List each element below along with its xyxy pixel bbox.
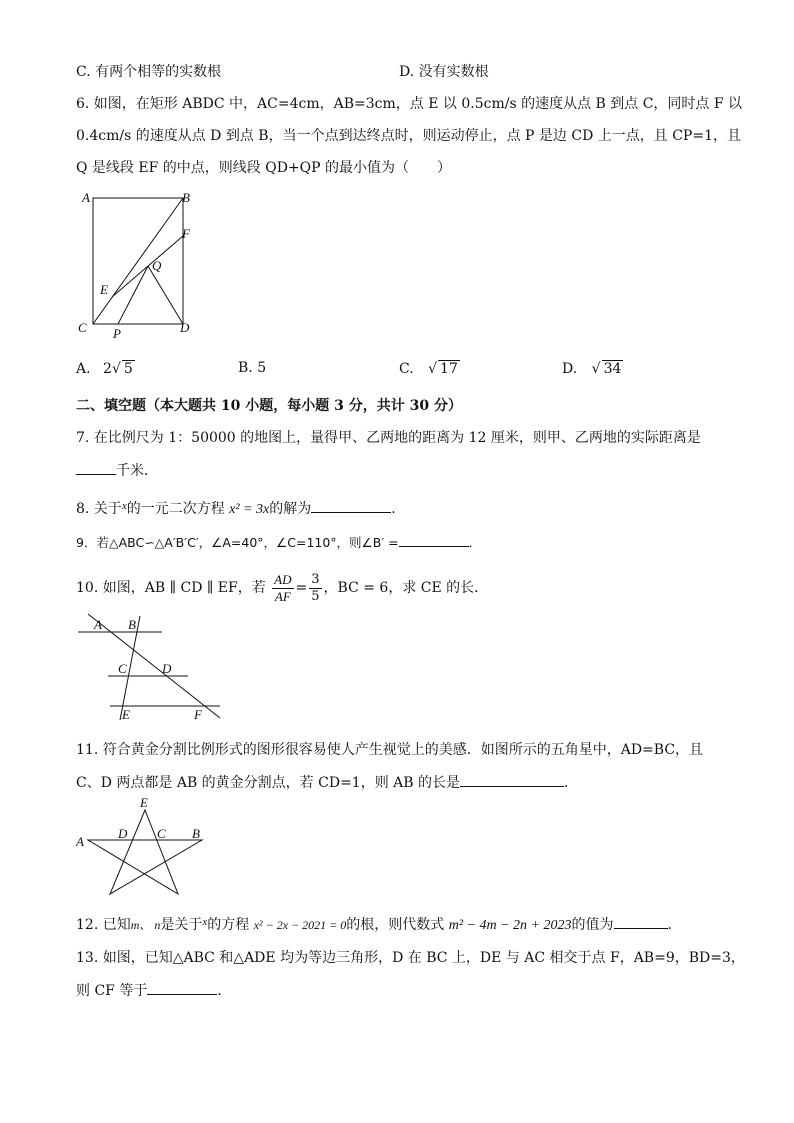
label-q: Q (152, 258, 162, 273)
q12-var: x (202, 916, 208, 928)
transversal-adf (88, 614, 220, 718)
q11-line-1: 11. 符合黄金分割比例形式的图形很容易使人产生视觉上的美感．如图所示的五角星中，AD=BC，且 (76, 742, 704, 758)
q8-line (76, 496, 405, 520)
q10-fraction-3-5 (309, 572, 321, 605)
pentagram (88, 810, 202, 894)
q12-mid2: 的方程 (207, 917, 250, 933)
q10-frac2-den: 5 (311, 588, 320, 604)
q9-end: ． (468, 535, 482, 550)
q6-figure-rectangle (70, 186, 210, 346)
q10-equals: = (295, 580, 308, 596)
q12-suffix: 的值为 (571, 917, 614, 933)
q10-frac-den: AF (274, 588, 291, 604)
label-e: E (100, 282, 108, 297)
q12-vars: m、 n (130, 918, 161, 932)
q10-frac-num: AD (274, 571, 292, 587)
q13-end: ． (217, 983, 232, 999)
q13-line-1: 13. 如图，已知△ABC 和△ADE 均为等边三角形，D 在 BC 上，DE 与 AC 相交于点 F，AB=9，BD=3， (76, 950, 745, 966)
q8-var: x (121, 500, 127, 512)
q10-prefix: 10. 如图，AB ∥ CD ∥ EF，若 (76, 580, 266, 596)
q12-mid: 是关于 (160, 917, 203, 933)
segment-qd (148, 266, 183, 324)
q6-line-1: 6. 如图，在矩形 ABDC 中，AC=4cm，AB=3cm，点 E 以 0.5cm/s 的速度从点 B 到点 C，同时点 F 以 (76, 96, 743, 112)
label-a: A (94, 617, 102, 632)
q6-option-a: A. 2√ 5 (76, 361, 133, 377)
q8-prefix: 8. 关于 (76, 501, 122, 517)
label-a: A (82, 190, 90, 205)
q7-line-2 (76, 460, 158, 481)
section-2-title: 二、填空题（本大题共 10 小题，每小题 3 分，共计 30 分） (76, 398, 462, 414)
label-d: D (118, 826, 128, 841)
q6-option-b: B. 5 (238, 360, 267, 376)
label-c: C (118, 661, 127, 676)
q11-figure-star (70, 792, 220, 902)
q9-answer-blank[interactable] (399, 532, 469, 547)
q6-option-d-radicand: 34 (603, 361, 622, 377)
q7-suffix: 千米． (116, 463, 158, 479)
q6-line-2: 0.4cm/s 的速度从点 D 到点 B，当一个点到达终点时，则运动停止，点 P 是边 CD 上一点，且 CP=1，且 (76, 128, 741, 144)
label-b: B (182, 190, 190, 205)
q10-line (76, 568, 488, 608)
q12-line (76, 912, 682, 936)
q6-option-c-label: C. (399, 361, 414, 377)
label-f: F (182, 226, 190, 241)
segment-qp (118, 266, 148, 324)
label-d: D (180, 320, 190, 335)
q13-line-2 (76, 980, 231, 1001)
q11-line-2 (76, 772, 578, 793)
q10-frac2-num: 3 (311, 571, 320, 587)
label-b: B (192, 826, 200, 841)
label-p: P (113, 326, 121, 341)
q11-end: ． (564, 775, 579, 791)
label-a: A (76, 834, 84, 849)
q6-option-a-radicand: 5 (123, 361, 133, 377)
label-d: D (162, 661, 172, 676)
label-b: B (128, 617, 136, 632)
label-c: C (78, 320, 87, 335)
q10-suffix: ，BC = 6，求 CE 的长． (323, 580, 489, 596)
q9-text: 9．若△ABC∽△A′B′C′，∠A=40°，∠C=110°，则∠B′ = (76, 535, 399, 550)
q12-mid3: 的根，则代数式 (346, 917, 445, 933)
q7-line-1: 7. 在比例尺为 1：50000 的地图上，量得甲、乙两地的距离为 12 厘米，则甲、乙两地的实际距离是 (76, 430, 701, 446)
q7-answer-blank[interactable] (76, 460, 116, 475)
q6-option-a-label: A. (76, 361, 91, 377)
label-e: E (140, 795, 148, 810)
q6-option-d-label: D. (562, 361, 578, 377)
q12-end: ． (667, 917, 682, 933)
q6-line-3: Q 是线段 EF 的中点，则线段 QD+QP 的最小值为（ ） (76, 160, 451, 176)
label-f: F (194, 707, 202, 722)
q5-option-c: C. 有两个相等的实数根 (76, 64, 222, 80)
q8-equation: x² = 3x (229, 502, 270, 517)
q11-line-2-text: C、D 两点都是 AB 的黄金分割点，若 CD=1，则 AB 的长是 (76, 775, 461, 791)
label-c: C (157, 826, 166, 841)
q12-answer-blank[interactable] (614, 914, 668, 929)
q8-mid: 的一元二次方程 (126, 501, 225, 517)
label-e: E (122, 707, 130, 722)
q6-option-a-coef: 2 (103, 361, 112, 377)
q10-fraction-ad-af (272, 572, 293, 605)
q8-end: ． (391, 501, 406, 517)
q8-suffix: 的解为 (269, 501, 312, 517)
q13-prefix: 则 CF 等于 (76, 983, 148, 999)
q12-equation: x² − 2x − 2021 = 0 (253, 918, 347, 932)
q8-answer-blank[interactable] (311, 498, 391, 513)
q13-answer-blank[interactable] (147, 980, 217, 995)
segment-cb (93, 198, 183, 324)
q6-option-c-radicand: 17 (440, 361, 458, 377)
q6-option-d: D. √ 34 (562, 361, 622, 377)
q5-option-d: D. 没有实数根 (399, 64, 489, 80)
q9-line (76, 532, 481, 553)
q10-figure-parallel-lines (70, 612, 230, 724)
q6-option-c: C. √ 17 (399, 361, 458, 377)
q12-prefix: 12. 已知 (76, 917, 131, 933)
q11-answer-blank[interactable] (460, 772, 564, 787)
q12-expression: m² − 4m − 2n + 2023 (448, 918, 572, 933)
